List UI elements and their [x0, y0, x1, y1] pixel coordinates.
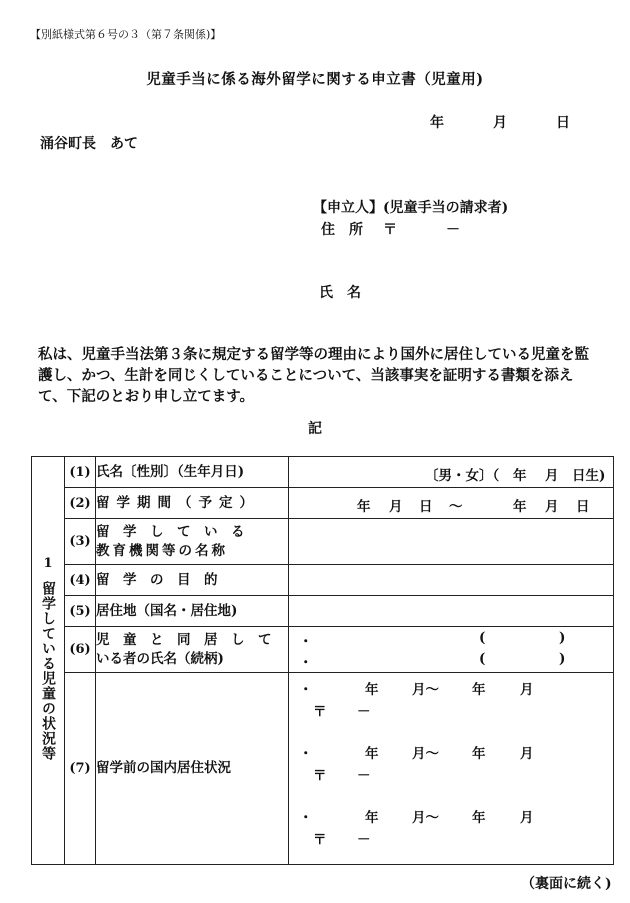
institution-name-field[interactable]: [289, 519, 614, 565]
bullet: ・: [299, 634, 313, 650]
postal-dash: －: [357, 704, 371, 720]
date-month-label: 月: [493, 115, 507, 131]
residence-field[interactable]: [289, 596, 614, 627]
bullet: ・: [299, 746, 313, 762]
birth-year-label: 年: [513, 468, 527, 484]
applicant-heading: 【申立人】(児童手当の請求者): [313, 200, 509, 216]
paren-close: ): [559, 630, 566, 646]
section-number: 1: [43, 556, 53, 571]
from-month-label: 月～: [412, 682, 439, 698]
table-row: [32, 673, 614, 865]
from-year-label: 年: [365, 746, 379, 762]
paren-close: ): [559, 651, 566, 667]
postal-mark: 〒: [313, 832, 327, 848]
section-cell: [32, 457, 65, 865]
paren-open: (: [479, 630, 486, 646]
table-row: [32, 457, 614, 488]
date-year-label: 年: [430, 115, 444, 131]
form-id: 【別紙様式第６号の３（第７条関係)】: [30, 28, 222, 41]
status-table: [31, 456, 614, 865]
table-row: [32, 565, 614, 596]
table-row: [32, 488, 614, 519]
from-month-label: 月～: [412, 810, 439, 826]
row-number: (5): [65, 596, 96, 627]
continued-on-back: （裏面に続く): [521, 876, 612, 892]
to-month-label: 月: [520, 810, 534, 826]
postal-mark: 〒: [383, 222, 397, 238]
bullet: ・: [299, 655, 313, 671]
postal-dash: －: [357, 832, 371, 848]
table-row: [32, 627, 614, 673]
row-number: (3): [65, 519, 96, 565]
row-number: (4): [65, 565, 96, 596]
statement-text: 私は、児童手当法第３条に規定する留学等の理由により国外に居住している児童を監護し、かつ、生計を同じくしていることについて、当該事実を証明する書類を添えて、下記のとおり申し立てます。: [38, 346, 589, 405]
date-day-label: 日: [556, 115, 570, 131]
table-row: [32, 596, 614, 627]
period-tilde: ～: [449, 499, 463, 515]
to-year-label: 年: [472, 746, 486, 762]
end-year-label: 年: [513, 499, 527, 515]
row-number: (7): [65, 673, 96, 865]
row-number: (2): [65, 488, 96, 519]
row-label: 氏名〔性別〕（生年月日): [96, 457, 289, 488]
postal-dash: －: [357, 768, 371, 784]
birth-month-label: 月: [545, 468, 559, 484]
to-year-label: 年: [472, 810, 486, 826]
prior-residence-field[interactable]: [289, 673, 614, 865]
end-month-label: 月: [545, 499, 559, 515]
address-label: 住 所: [321, 222, 363, 238]
study-period-field[interactable]: [289, 488, 614, 519]
row-label-line2: 教育機関等の名称: [96, 542, 228, 559]
postal-mark: 〒: [313, 704, 327, 720]
from-month-label: 月～: [412, 746, 439, 762]
to-month-label: 月: [520, 682, 534, 698]
cohabitant-field[interactable]: [289, 627, 614, 673]
name-gender-birth-field[interactable]: [289, 457, 614, 488]
table-row: [32, 519, 614, 565]
bullet: ・: [299, 810, 313, 826]
record-label: 記: [308, 421, 322, 437]
row-label-line2: いる者の氏名（続柄): [96, 650, 224, 667]
start-month-label: 月: [389, 499, 403, 515]
end-day-label: 日: [576, 499, 590, 515]
gender-choice: 〔男・女〕（: [425, 468, 500, 484]
from-year-label: 年: [365, 810, 379, 826]
row-label: 留学前の国内居住状況: [96, 673, 289, 865]
row-label-line1: 留 学 し て い る: [96, 523, 245, 540]
row-label: [96, 627, 289, 673]
section-title: 留学している児童の状況等: [40, 581, 56, 761]
paren-open: (: [479, 651, 486, 667]
from-year-label: 年: [365, 682, 379, 698]
postal-dash: －: [446, 222, 460, 238]
row-label-line1: 児 童 と 同 居 し て: [96, 631, 272, 648]
to-year-label: 年: [472, 682, 486, 698]
page-title: 児童手当に係る海外留学に関する申立書（児童用): [146, 71, 484, 88]
row-number: (6): [65, 627, 96, 673]
study-purpose-field[interactable]: [289, 565, 614, 596]
row-label: 留 学 の 目 的: [96, 565, 289, 596]
name-label: 氏 名: [319, 285, 361, 301]
start-year-label: 年: [357, 499, 371, 515]
row-number: (1): [65, 457, 96, 488]
to-month-label: 月: [520, 746, 534, 762]
row-label: 居住地（国名・居住地): [96, 596, 289, 627]
birth-day-label: 日生): [572, 468, 606, 484]
postal-mark: 〒: [313, 768, 327, 784]
row-label: [96, 519, 289, 565]
bullet: ・: [299, 682, 313, 698]
start-day-label: 日: [419, 499, 433, 515]
row-label: 留学期間（予定）: [96, 488, 289, 519]
addressee: 涌谷町長 あて: [40, 136, 138, 152]
